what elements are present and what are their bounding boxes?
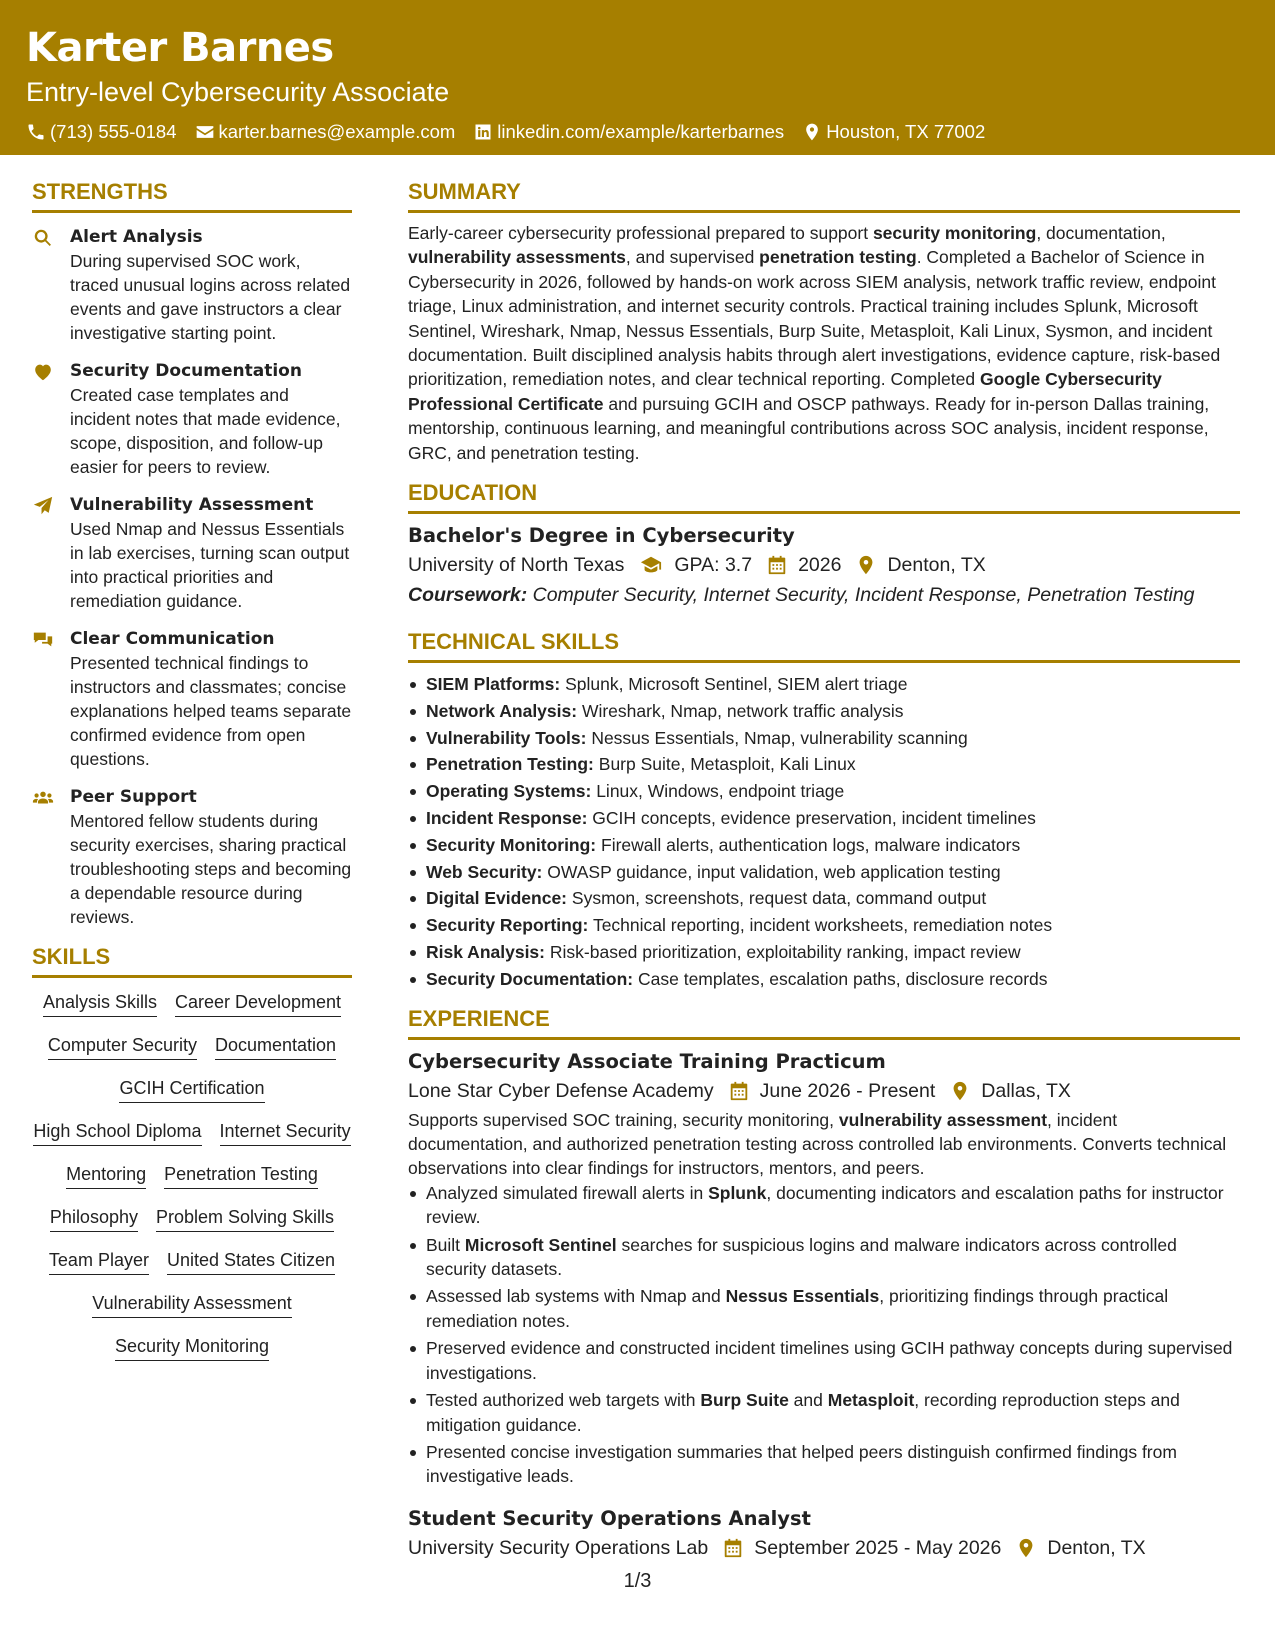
job-bullet xyxy=(408,1440,1240,1489)
bold-phrase: Google Cybersecurity Professional Certificate xyxy=(408,369,1162,414)
education-title: EDUCATION xyxy=(408,479,1240,514)
edu-location: Denton, TX xyxy=(887,554,986,577)
skill-category: Penetration Testing: xyxy=(426,754,594,775)
job-bullet xyxy=(408,1233,1240,1282)
grad-year: 2026 xyxy=(798,554,842,577)
skill-values: Case templates, escalation paths, disclosure records xyxy=(638,968,1048,989)
job-title: Student Security Operations Analyst xyxy=(408,1506,811,1530)
skill-category: Security Documentation: xyxy=(426,968,634,989)
skill-tag: Philosophy xyxy=(50,1205,138,1232)
year-item xyxy=(766,550,841,580)
contact-bar xyxy=(26,120,1249,144)
experience-list xyxy=(408,1048,1240,1563)
text-segment: Preserved evidence and constructed incident timelines using GCIH pathway concepts during supervised investigations. xyxy=(426,1338,1233,1383)
skill-values: Wireshark, Nmap, network traffic analysis xyxy=(581,700,904,721)
text-segment: Presented concise investigation summaries that helped peers distinguish confirmed findings from investigative leads. xyxy=(426,1441,1177,1487)
left-column xyxy=(32,178,352,1361)
text-segment: , recording reproduction steps and mitigation guidance. xyxy=(426,1390,1180,1435)
strength-icon-wrap xyxy=(32,359,70,479)
experience-entry xyxy=(408,1048,1240,1489)
education-entry xyxy=(408,522,1240,610)
company-item xyxy=(408,1076,714,1106)
school-item xyxy=(408,550,624,580)
strength-body xyxy=(70,359,352,479)
strength-desc: Created case templates and incident notes that made evidence, scope, disposition, and follow-up easier for peers to review. xyxy=(70,385,341,477)
skill-values: OWASP guidance, input validation, web application testing xyxy=(547,861,1001,882)
job-title: Cybersecurity Associate Training Practicum xyxy=(408,1049,886,1073)
skill-values: Linux, Windows, endpoint triage xyxy=(596,781,845,802)
skill-tag: United States Citizen xyxy=(167,1248,335,1275)
strength-title: Vulnerability Assessment xyxy=(70,495,314,515)
text-segment: . Completed a Bachelor of Science in Cybersecurity in 2026, followed by hands-on work across SIEM analysis, network traffic review, endpoint triage, Linux administration, and internet security controls. Practical training includes Splunk, Microsoft Sentinel, Wireshark, Nmap, Nessus Essentials, Burp Suite, Metasploit, Kali Linux, Sysmon, and incident documentation. Built disciplined analysis habits through alert investigations, evidence capture, risk-based prioritization, remediation notes, and clear technical reporting. Completed xyxy=(408,247,1221,390)
technical-skill-item xyxy=(408,966,1240,993)
skill-values: GCIH concepts, evidence preservation, incident timelines xyxy=(592,808,1036,829)
heart-icon xyxy=(32,361,54,383)
technical-skill-item xyxy=(408,912,1240,939)
resume-header xyxy=(0,0,1275,155)
skill-tag: Career Development xyxy=(175,990,341,1017)
experience-entry xyxy=(408,1505,1240,1563)
text-segment: Early-career cybersecurity professional prepared to support xyxy=(408,223,873,243)
skills-title: SKILLS xyxy=(32,943,352,978)
strength-body xyxy=(70,785,352,929)
coursework-text: Computer Security, Internet Security, Incident Response, Penetration Testing xyxy=(532,584,1195,607)
strength-item xyxy=(32,225,352,345)
experience-title: EXPERIENCE xyxy=(408,1005,1240,1040)
technical-skill-item xyxy=(408,751,1240,778)
skills-list xyxy=(32,990,352,1361)
location-text: Houston, TX 77002 xyxy=(826,121,986,142)
summary-title: SUMMARY xyxy=(408,178,1240,213)
calendar-icon xyxy=(722,1537,744,1559)
skill-tag: Problem Solving Skills xyxy=(156,1205,334,1232)
candidate-name: Karter Barnes xyxy=(26,25,334,71)
skill-category: Operating Systems: xyxy=(426,781,592,802)
job-bullet xyxy=(408,1336,1240,1385)
strength-item xyxy=(32,359,352,479)
map-pin-icon xyxy=(802,122,822,142)
technical-skill-item xyxy=(408,698,1240,725)
search-icon xyxy=(32,227,54,249)
skill-category: Security Reporting: xyxy=(426,915,589,936)
degree-title: Bachelor's Degree in Cybersecurity xyxy=(408,524,795,548)
text-segment: , and supervised xyxy=(625,247,760,268)
strength-icon-wrap xyxy=(32,493,70,613)
bold-phrase: vulnerability assessments xyxy=(408,247,626,268)
job-location-item xyxy=(1015,1533,1145,1563)
bold-phrase: Burp Suite xyxy=(700,1390,789,1411)
strengths-list xyxy=(32,225,352,929)
text-segment: Assessed lab systems with Nmap and xyxy=(426,1286,726,1307)
bold-phrase: Splunk xyxy=(708,1182,767,1203)
strength-desc: Used Nmap and Nessus Essentials in lab exercises, turning scan output into practical priorities and remediation guidance. xyxy=(70,519,350,611)
page-number: 1/3 xyxy=(623,1570,652,1592)
text-segment: Supports supervised SOC training, security monitoring, xyxy=(408,1109,839,1130)
comments-icon xyxy=(32,629,54,651)
job-dates: June 2026 - Present xyxy=(759,1079,936,1102)
strength-desc: Mentored fellow students during security exercises, sharing practical troubleshooting steps and becoming a dependable resource during reviews. xyxy=(70,811,352,927)
job-dates: September 2025 - May 2026 xyxy=(754,1536,1002,1559)
graduation-cap-icon xyxy=(638,554,664,576)
skill-category: Vulnerability Tools: xyxy=(426,727,587,748)
strength-item xyxy=(32,493,352,613)
calendar-icon xyxy=(728,1080,750,1102)
strength-title: Alert Analysis xyxy=(70,227,203,247)
text-segment: and pursuing GCIH and OSCP pathways. Ready for in-person Dallas training, mentorship, continuous learning, and meaningful contributions across SOC analysis, incident response, GRC, and penetration testing. xyxy=(408,393,1210,463)
skill-tag: Computer Security xyxy=(48,1033,197,1060)
text-segment: searches for suspicious logins and malware indicators across controlled security datasets. xyxy=(426,1234,1177,1280)
strength-body xyxy=(70,493,352,613)
right-column xyxy=(408,178,1240,1563)
strengths-title: STRENGTHS xyxy=(32,178,352,213)
linkedin-icon xyxy=(473,122,493,142)
text-segment: , prioritizing findings through practical remediation notes. xyxy=(426,1286,1169,1331)
email-text[interactable]: karter.barnes@example.com xyxy=(218,121,456,142)
calendar-icon xyxy=(766,554,788,576)
text-segment: Analyzed simulated firewall alerts in xyxy=(426,1182,709,1203)
job-location-item xyxy=(949,1076,1071,1106)
bold-phrase: Metasploit xyxy=(827,1390,915,1411)
coursework xyxy=(408,580,1240,610)
skill-values: Technical reporting, incident worksheets, remediation notes xyxy=(592,915,1053,936)
technical-skill-item xyxy=(408,885,1240,912)
job-bullet xyxy=(408,1181,1240,1230)
skill-category: Incident Response: xyxy=(426,808,588,829)
technical-skill-item xyxy=(408,832,1240,859)
job-meta xyxy=(408,1076,1240,1106)
skill-tag: Internet Security xyxy=(220,1119,351,1146)
map-pin-icon xyxy=(1015,1537,1037,1559)
bold-phrase: penetration testing xyxy=(759,247,917,268)
skill-category: Network Analysis: xyxy=(426,700,578,721)
text-segment: , documentation, xyxy=(1036,223,1166,243)
job-bullet xyxy=(408,1388,1240,1437)
bold-phrase: Microsoft Sentinel xyxy=(464,1234,617,1255)
linkedin-text[interactable]: linkedin.com/example/karterbarnes xyxy=(497,121,785,142)
strength-body xyxy=(70,225,352,345)
strength-item xyxy=(32,627,352,771)
job-meta xyxy=(408,1533,1240,1563)
gpa-text: GPA: 3.7 xyxy=(674,554,753,577)
strength-title: Peer Support xyxy=(70,787,197,807)
school-name: University of North Texas xyxy=(408,554,625,577)
contact-email[interactable] xyxy=(195,120,456,144)
paper-plane-icon xyxy=(32,495,54,517)
technical-skill-item xyxy=(408,778,1240,805)
contact-location xyxy=(802,120,985,144)
strength-desc: Presented technical findings to instructors and classmates; concise explanations helped teams separate confirmed evidence from open questions. xyxy=(70,653,352,769)
text-segment: , incident documentation, and authorized penetration testing across controlled lab environments. Converts technical observations into clear findings for instructors, mentors, and peers. xyxy=(408,1109,1227,1179)
strength-title: Security Documentation xyxy=(70,361,302,381)
phone-icon xyxy=(26,122,46,142)
company-name: Lone Star Cyber Defense Academy xyxy=(408,1079,714,1102)
phone-text: (713) 555-0184 xyxy=(50,121,177,142)
text-segment: , documenting indicators and escalation paths for instructor review. xyxy=(426,1182,1224,1228)
strength-icon-wrap xyxy=(32,627,70,771)
skill-tag: Vulnerability Assessment xyxy=(92,1291,291,1318)
job-location: Denton, TX xyxy=(1047,1536,1146,1559)
map-pin-icon xyxy=(855,554,877,576)
job-bullets xyxy=(408,1181,1240,1489)
technical-skill-item xyxy=(408,671,1240,698)
job-description xyxy=(408,1108,1240,1181)
skill-tag: GCIH Certification xyxy=(119,1076,264,1103)
text-segment: Tested authorized web targets with xyxy=(426,1390,701,1411)
users-icon xyxy=(32,787,54,809)
technical-skill-item xyxy=(408,725,1240,752)
skill-values: Risk-based prioritization, exploitability ranking, impact review xyxy=(549,942,1021,963)
gpa-item xyxy=(638,550,752,580)
technical-skills-title: TECHNICAL SKILLS xyxy=(408,628,1240,663)
strength-icon-wrap xyxy=(32,225,70,345)
technical-skill-item xyxy=(408,805,1240,832)
skill-values: Sysmon, screenshots, request data, command output xyxy=(571,888,987,909)
bold-phrase: Nessus Essentials xyxy=(725,1286,880,1307)
company-item xyxy=(408,1533,708,1563)
skill-tag: Security Monitoring xyxy=(115,1334,269,1361)
skill-tag: Documentation xyxy=(215,1033,336,1060)
job-location: Dallas, TX xyxy=(981,1079,1071,1102)
strength-item xyxy=(32,785,352,929)
contact-phone xyxy=(26,120,177,144)
skill-tag: High School Diploma xyxy=(33,1119,201,1146)
strength-icon-wrap xyxy=(32,785,70,929)
skill-category: Digital Evidence: xyxy=(426,888,568,909)
skill-category: SIEM Platforms: xyxy=(426,674,561,695)
skill-tag: Team Player xyxy=(49,1248,149,1275)
coursework-label: Coursework: xyxy=(408,584,528,607)
strength-desc: During supervised SOC work, traced unusual logins across related events and gave instructors a clear investigative starting point. xyxy=(70,251,351,343)
envelope-icon xyxy=(195,122,215,142)
skill-category: Security Monitoring: xyxy=(426,834,597,855)
bold-phrase: security monitoring xyxy=(872,223,1037,243)
education-meta xyxy=(408,550,1240,580)
skill-values: Firewall alerts, authentication logs, malware indicators xyxy=(601,834,1021,855)
company-name: University Security Operations Lab xyxy=(408,1536,709,1559)
dates-item xyxy=(722,1533,1001,1563)
summary-text xyxy=(408,221,1240,465)
technical-skill-item xyxy=(408,939,1240,966)
skill-values: Burp Suite, Metasploit, Kali Linux xyxy=(598,754,856,775)
candidate-headline: Entry-level Cybersecurity Associate xyxy=(26,77,450,107)
skill-values: Nessus Essentials, Nmap, vulnerability scanning xyxy=(591,727,968,748)
technical-skill-item xyxy=(408,859,1240,886)
skill-tag: Mentoring xyxy=(66,1162,146,1189)
job-bullet xyxy=(408,1284,1240,1333)
strength-title: Clear Communication xyxy=(70,629,275,649)
text-segment: Built xyxy=(426,1234,465,1255)
text-segment: and xyxy=(788,1390,828,1411)
dates-item xyxy=(728,1076,936,1106)
technical-skills-list xyxy=(408,671,1240,993)
skill-category: Web Security: xyxy=(426,861,543,882)
skill-values: Splunk, Microsoft Sentinel, SIEM alert triage xyxy=(565,674,908,695)
bold-phrase: vulnerability assessment xyxy=(838,1109,1048,1130)
map-pin-icon xyxy=(949,1080,971,1102)
edu-location-item xyxy=(855,550,985,580)
skill-tag: Analysis Skills xyxy=(43,990,157,1017)
strength-body xyxy=(70,627,352,771)
skill-tag: Penetration Testing xyxy=(164,1162,318,1189)
contact-linkedin[interactable] xyxy=(473,120,784,144)
skill-category: Risk Analysis: xyxy=(426,942,545,963)
